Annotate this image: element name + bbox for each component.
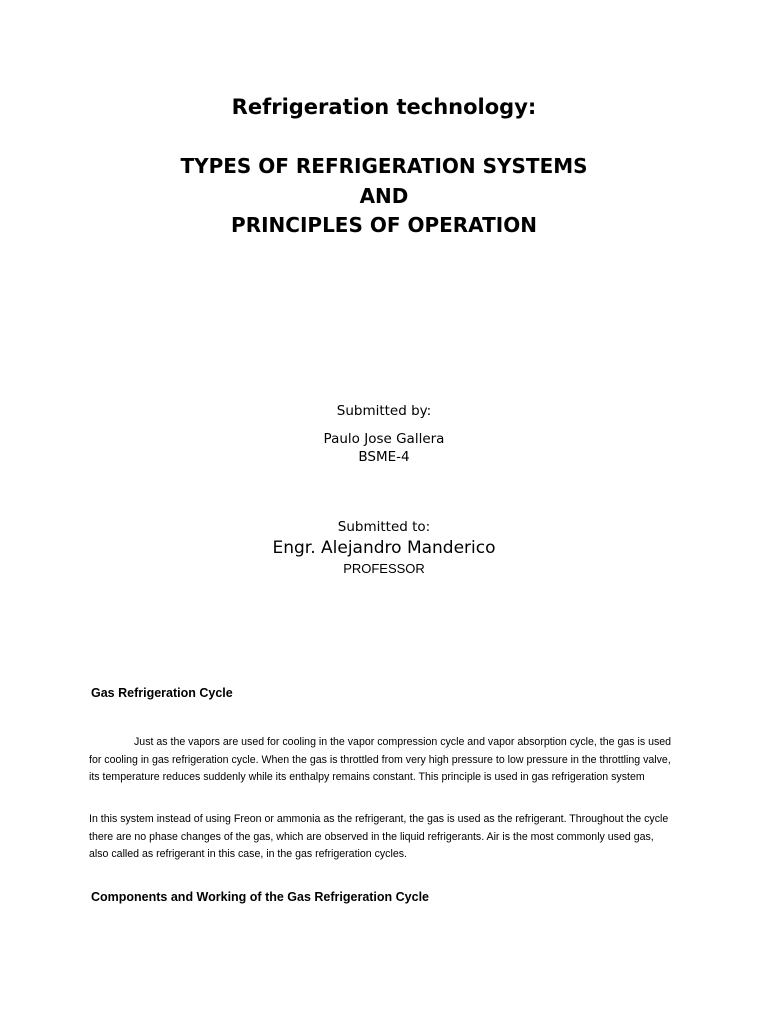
paragraph-gas-cycle-intro: Just as the vapors are used for cooling in the vapor compression cycle and vapor absorption cycle, the gas is used for cooling in gas refrigeration cycle. When the gas is throttled from very high pressure to low pressure in the throttling valve, its temperature reduces suddenly while its enthalpy remains constant. This principle is used in gas refrigeration system — [89, 736, 672, 784]
author-name: Paulo Jose Gallera — [323, 431, 445, 447]
submitted-by-label: Submitted by: — [336, 403, 432, 419]
author-course: BSME-4 — [358, 449, 410, 465]
submitted-to-label: Submitted to: — [337, 519, 431, 535]
document-title: Refrigeration technology: — [231, 95, 537, 119]
professor-name: Engr. Alejandro Manderico — [272, 538, 496, 558]
main-heading-line-1: TYPES OF REFRIGERATION SYSTEMS — [180, 154, 588, 178]
main-heading-line-3: PRINCIPLES OF OPERATION — [231, 213, 537, 237]
section-heading-components-and-working: Components and Working of the Gas Refrigeration Cycle — [91, 890, 430, 904]
main-heading-line-2: AND — [359, 184, 409, 208]
paragraph-gas-as-refrigerant: In this system instead of using Freon or ammonia as the refrigerant, the gas is used as the refrigerant. Throughout the cycle there are no phase changes of the gas, which are observed in the liquid refrigerants. Air is the most commonly used gas, also called as refrigerant in this case, in the gas refrigeration cycles. — [89, 813, 669, 861]
professor-role: PROFESSOR — [343, 561, 425, 576]
section-heading-gas-refrigeration-cycle: Gas Refrigeration Cycle — [91, 686, 233, 700]
